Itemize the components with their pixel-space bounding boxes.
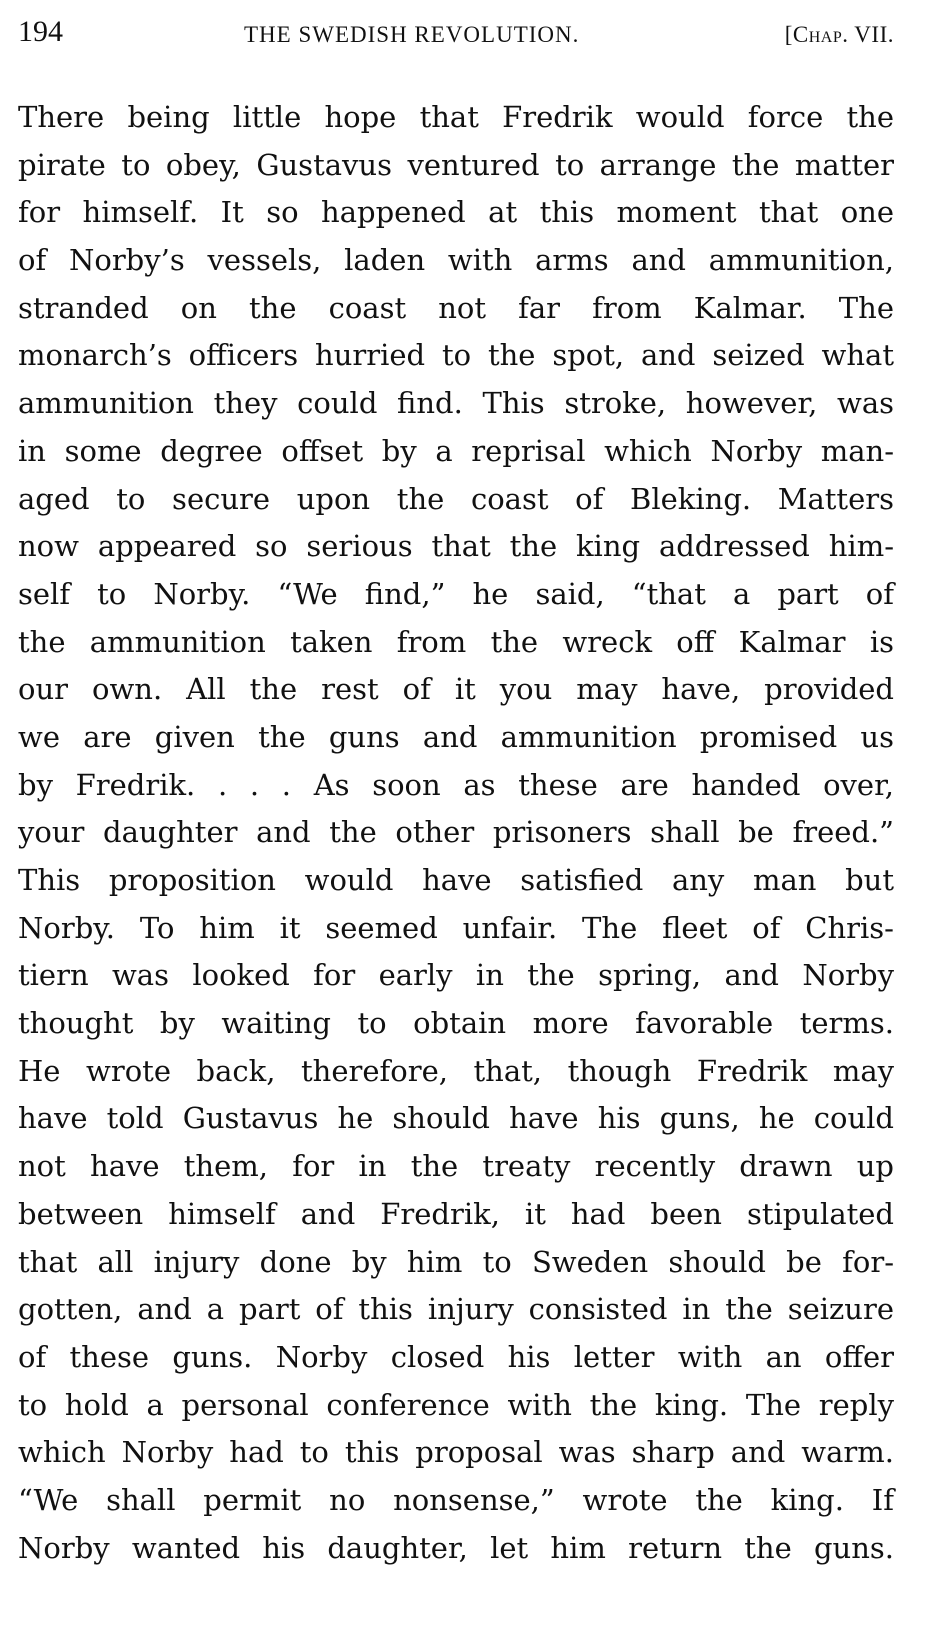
book-page	[18, 12, 894, 1632]
text-line: He wrote back, therefore, that, though Fredrik may	[18, 1053, 894, 1088]
chapter-reference: [Chap. VII.	[784, 22, 894, 47]
text-line: ammunition they could find. This stroke, however, was	[18, 386, 894, 421]
text-line: stranded on the coast not far from Kalmar. The	[18, 290, 894, 325]
text-line: Norby. To him it seemed unfair. The fleet of Chris-	[18, 910, 894, 945]
text-line: monarch’s officers hurried to the spot, and seized what	[18, 338, 894, 373]
text-line: thought by waiting to obtain more favorable terms.	[18, 1006, 894, 1041]
text-line: tiern was looked for early in the spring, and Norby	[18, 958, 894, 993]
text-line: that all injury done by him to Sweden should be for-	[18, 1244, 894, 1279]
page-number: 194	[18, 15, 63, 48]
text-line: your daughter and the other prisoners shall be freed.”	[18, 815, 894, 850]
text-line: “We shall permit no nonsense,” wrote the king. If	[18, 1482, 894, 1517]
text-line: to hold a personal conference with the king. The reply	[18, 1387, 894, 1422]
text-line: There being little hope that Fredrik would force the	[18, 100, 894, 134]
body-text	[18, 94, 894, 1572]
text-line: Norby wanted his daughter, let him return the guns.	[18, 1530, 894, 1565]
text-line: the ammunition taken from the wreck off Kalmar is	[18, 624, 894, 659]
text-line: our own. All the rest of it you may have, provided	[18, 672, 894, 707]
text-line: gotten, and a part of this injury consisted in the seizure	[18, 1292, 894, 1327]
text-line: we are given the guns and ammunition promised us	[18, 719, 894, 754]
text-line: of Norby’s vessels, laden with arms and ammunition,	[18, 243, 894, 278]
text-line: This proposition would have satisfied any man but	[18, 863, 894, 897]
text-line: of these guns. Norby closed his letter with an offer	[18, 1339, 894, 1374]
text-line: pirate to obey, Gustavus ventured to arrange the matter	[18, 147, 894, 182]
running-title: THE SWEDISH REVOLUTION.	[244, 22, 580, 47]
text-line: by Fredrik. . . . As soon as these are handed over,	[18, 767, 894, 802]
text-line: in some degree offset by a reprisal which Norby man-	[18, 433, 894, 468]
text-line: now appeared so serious that the king addressed him-	[18, 529, 894, 564]
text-line: self to Norby. “We find,” he said, “that a part of	[18, 576, 894, 611]
text-line: aged to secure upon the coast of Bleking. Matters	[18, 481, 894, 516]
text-line: not have them, for in the treaty recently drawn up	[18, 1149, 894, 1184]
text-line: between himself and Fredrik, it had been stipulated	[18, 1196, 894, 1231]
text-line: for himself. It so happened at this moment that one	[18, 195, 894, 230]
text-line: which Norby had to this proposal was sharp and warm.	[18, 1435, 894, 1470]
running-head	[18, 12, 894, 70]
text-line: have told Gustavus he should have his guns, he could	[18, 1101, 894, 1136]
